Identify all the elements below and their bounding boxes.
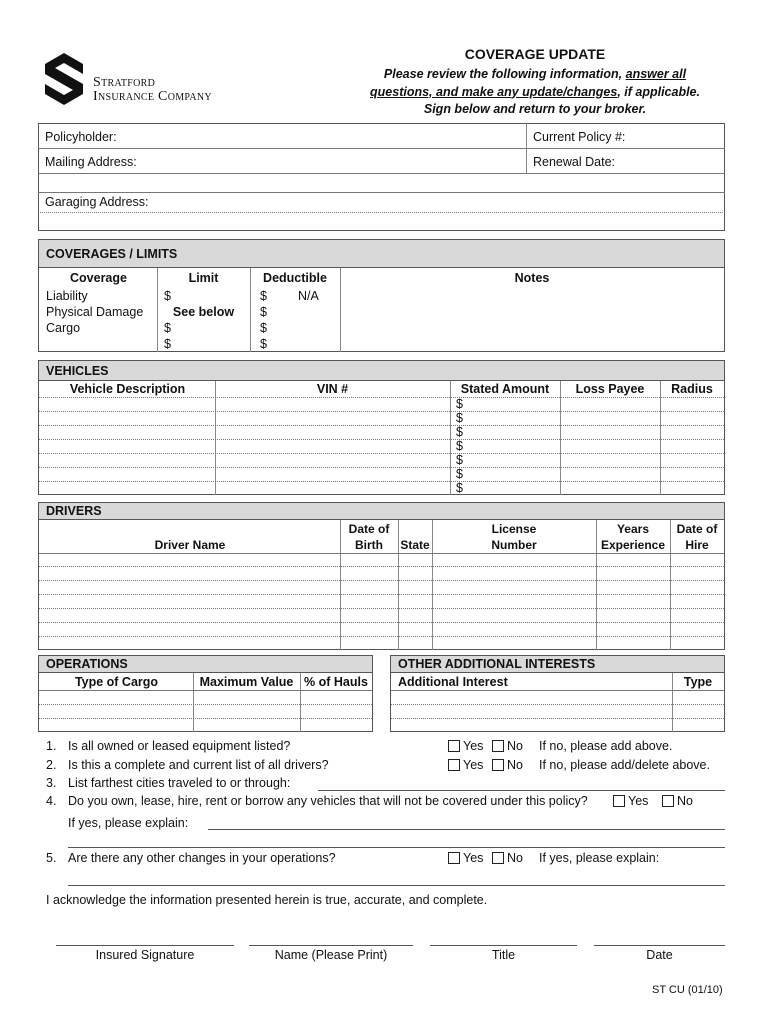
limit-dollar: $ xyxy=(164,337,171,351)
coverage-cargo: Cargo xyxy=(46,321,81,335)
col-loss-payee: Loss Payee xyxy=(575,382,645,396)
question-2-number: 2. xyxy=(46,758,57,772)
limit-dollar: $ xyxy=(164,289,171,303)
row-line xyxy=(39,553,724,554)
question-2-text: Is this a complete and current list of all drivers? xyxy=(68,758,329,772)
question-4-explain-line[interactable] xyxy=(208,829,725,830)
coverages-title: COVERAGES / LIMITS xyxy=(46,247,178,261)
col-percent-hauls: % of Hauls xyxy=(304,675,368,689)
divider xyxy=(38,173,725,174)
insured-signature-label: Insured Signature xyxy=(95,948,195,962)
divider xyxy=(560,381,561,495)
acknowledgement-text: I acknowledge the information presented herein is true, accurate, and complete. xyxy=(46,893,488,907)
vehicles-title: VEHICLES xyxy=(46,364,109,378)
checkbox-icon[interactable] xyxy=(448,759,460,771)
company-name-line1: Stratford xyxy=(93,75,156,90)
instr-underlined: answer all xyxy=(625,67,687,81)
yes-label: Yes xyxy=(628,794,649,808)
deductible-value: N/A xyxy=(298,289,319,303)
form-code: ST CU (01/10) xyxy=(652,984,723,996)
col-hire-line1: Date of xyxy=(676,522,718,536)
question-4-text: Do you own, lease, hire, rent or borrow any vehicles that will not be covered under this policy? xyxy=(68,794,588,808)
instr-text: Please review the following information, xyxy=(383,67,626,81)
question-1-no[interactable] xyxy=(492,739,523,753)
col-driver-name: Driver Name xyxy=(154,538,226,552)
form-instructions xyxy=(360,66,710,119)
col-license-line1: License xyxy=(491,522,537,536)
current-policy-label: Current Policy #: xyxy=(533,130,626,144)
stated-amount-dollar: $ xyxy=(456,397,463,411)
yes-label: Yes xyxy=(463,739,484,753)
deductible-dollar: $ xyxy=(260,305,267,319)
no-label: No xyxy=(507,739,523,753)
checkbox-icon[interactable] xyxy=(613,795,625,807)
question-1-yes[interactable] xyxy=(448,739,483,753)
row-line xyxy=(39,608,724,609)
instr-underlined: questions, and make any update/changes xyxy=(370,84,618,99)
name-print-line[interactable] xyxy=(249,945,413,946)
limit-see-below: See below xyxy=(172,305,235,319)
col-radius: Radius xyxy=(671,382,713,396)
company-name xyxy=(93,76,212,104)
question-4-explain-line-2[interactable] xyxy=(68,847,725,848)
form-header xyxy=(360,46,710,119)
mailing-address-label: Mailing Address: xyxy=(45,155,137,169)
stated-amount-dollar: $ xyxy=(456,425,463,439)
col-years-line1: Years xyxy=(616,522,650,536)
question-3-text: List farthest cities traveled to or through: xyxy=(68,776,291,790)
divider xyxy=(450,381,451,495)
title-label: Title xyxy=(491,948,516,962)
col-additional-interest: Additional Interest xyxy=(398,675,508,689)
row-line xyxy=(39,467,724,468)
row-line xyxy=(391,704,724,705)
additional-interests-title: OTHER ADDITIONAL INTERESTS xyxy=(398,657,596,671)
yes-label: Yes xyxy=(463,851,484,865)
question-4-no[interactable] xyxy=(662,794,693,808)
col-state: State xyxy=(400,538,430,552)
policyholder-label: Policyholder: xyxy=(45,130,117,144)
stated-amount-dollar: $ xyxy=(456,481,463,495)
row-line xyxy=(39,397,724,398)
no-label: No xyxy=(507,851,523,865)
stated-amount-dollar: $ xyxy=(456,453,463,467)
stated-amount-dollar: $ xyxy=(456,411,463,425)
col-vin: VIN # xyxy=(316,382,349,396)
limit-dollar: $ xyxy=(164,321,171,335)
divider xyxy=(38,192,725,193)
divider xyxy=(660,381,661,495)
no-label: No xyxy=(507,758,523,772)
checkbox-icon[interactable] xyxy=(662,795,674,807)
question-2-no[interactable] xyxy=(492,758,523,772)
deductible-dollar: $ xyxy=(260,289,267,303)
col-license-line2: Number xyxy=(491,538,537,552)
question-4-yes[interactable] xyxy=(613,794,648,808)
date-label: Date xyxy=(646,948,673,962)
renewal-date-label: Renewal Date: xyxy=(533,155,615,169)
col-years-line2: Experience xyxy=(600,538,666,552)
section-header-bg xyxy=(39,361,724,381)
question-5-number: 5. xyxy=(46,851,57,865)
col-deductible: Deductible xyxy=(263,271,327,285)
company-logo-icon xyxy=(44,52,84,106)
instr-text: Sign below and return to your broker. xyxy=(423,102,647,116)
checkbox-icon[interactable] xyxy=(492,740,504,752)
deductible-dollar: $ xyxy=(260,321,267,335)
company-name-line2: Insurance Company xyxy=(93,89,212,104)
row-line xyxy=(39,481,724,482)
question-5-yes[interactable] xyxy=(448,851,483,865)
stated-amount-dollar: $ xyxy=(456,467,463,481)
row-line xyxy=(39,636,724,637)
question-2-note: If no, please add/delete above. xyxy=(539,758,710,772)
divider xyxy=(215,381,216,495)
question-4-number: 4. xyxy=(46,794,57,808)
garaging-address-label: Garaging Address: xyxy=(45,195,149,209)
col-limit: Limit xyxy=(188,271,219,285)
deductible-dollar: $ xyxy=(260,337,267,351)
row-line xyxy=(39,439,724,440)
checkbox-icon[interactable] xyxy=(492,759,504,771)
stated-amount-dollar: $ xyxy=(456,439,463,453)
checkbox-icon[interactable] xyxy=(448,740,460,752)
row-line xyxy=(39,594,724,595)
row-line xyxy=(39,566,724,567)
checkbox-icon[interactable] xyxy=(448,852,460,864)
row-line xyxy=(39,704,372,705)
question-1-text: Is all owned or leased equipment listed? xyxy=(68,739,291,753)
col-type: Type xyxy=(683,675,713,689)
col-maximum-value: Maximum Value xyxy=(199,675,294,689)
insured-signature-line[interactable] xyxy=(56,945,234,946)
drivers-title: DRIVERS xyxy=(46,504,102,518)
question-3-answer-line[interactable] xyxy=(318,790,725,791)
col-vehicle-description: Vehicle Description xyxy=(69,382,186,396)
operations-title: OPERATIONS xyxy=(46,657,128,671)
row-line xyxy=(39,718,372,719)
coverage-physical-damage: Physical Damage xyxy=(46,305,144,319)
name-print-label: Name (Please Print) xyxy=(274,948,388,962)
coverage-liability: Liability xyxy=(46,289,88,303)
col-stated-amount: Stated Amount xyxy=(460,382,550,396)
question-3-number: 3. xyxy=(46,776,57,790)
question-5-text: Are there any other changes in your operations? xyxy=(68,851,336,865)
checkbox-icon[interactable] xyxy=(492,852,504,864)
title-line[interactable] xyxy=(430,945,577,946)
question-4-explain-label: If yes, please explain: xyxy=(68,816,189,830)
row-line xyxy=(39,622,724,623)
row-line xyxy=(39,411,724,412)
col-dob-line1: Date of xyxy=(348,522,390,536)
question-2-yes[interactable] xyxy=(448,758,483,772)
instr-text: , if applicable. xyxy=(617,84,700,99)
row-line xyxy=(391,718,724,719)
col-type-of-cargo: Type of Cargo xyxy=(74,675,159,689)
form-title: COVERAGE UPDATE xyxy=(464,46,606,62)
no-label: No xyxy=(677,794,693,808)
question-5-note: If yes, please explain: xyxy=(539,851,660,865)
question-5-no[interactable] xyxy=(492,851,523,865)
row-line xyxy=(39,690,372,691)
question-1-number: 1. xyxy=(46,739,57,753)
question-1-note: If no, please add above. xyxy=(539,739,673,753)
divider xyxy=(38,212,725,213)
row-line xyxy=(39,425,724,426)
row-line xyxy=(391,690,724,691)
row-line xyxy=(39,453,724,454)
question-5-explain-line[interactable] xyxy=(68,885,725,886)
divider xyxy=(38,148,725,149)
col-coverage: Coverage xyxy=(70,271,127,285)
col-notes: Notes xyxy=(514,271,550,285)
yes-label: Yes xyxy=(463,758,484,772)
col-dob-line2: Birth xyxy=(355,538,383,552)
date-line[interactable] xyxy=(594,945,725,946)
col-hire-line2: Hire xyxy=(685,538,709,552)
row-line xyxy=(39,580,724,581)
section-header-bg xyxy=(39,503,724,520)
